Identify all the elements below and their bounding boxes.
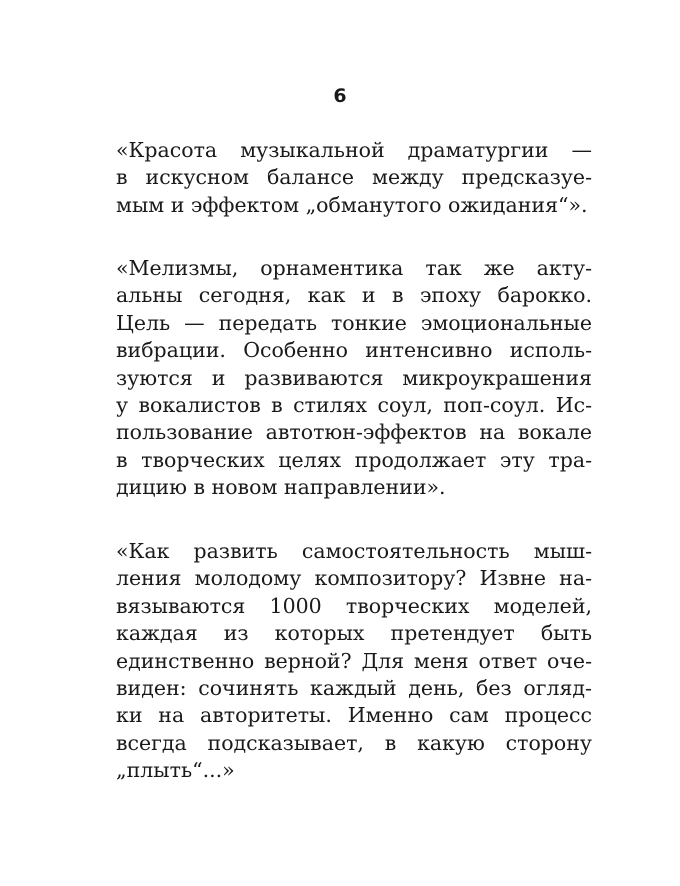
text-line: в искусном балансе между предсказуе- bbox=[116, 165, 592, 190]
text-line: виден: сочинять каждый день, без огляд- bbox=[116, 676, 592, 701]
text-line: всегда подсказывает, в какую сторону bbox=[116, 730, 592, 755]
text-line: вязываются 1000 творческих моделей, bbox=[116, 593, 592, 618]
text-line: зуются и развиваются микроукрашения bbox=[116, 365, 592, 390]
text-line: ки на авторитеты. Именно сам процесс bbox=[116, 703, 592, 728]
text-line: вибрации. Особенно интенсивно исполь- bbox=[116, 338, 592, 363]
text-line: Цель — передать тонкие эмоциональные bbox=[116, 310, 592, 335]
quote-paragraph bbox=[116, 538, 592, 785]
text-line: «Мелизмы, орнаментика так же акту- bbox=[116, 256, 592, 280]
text-line: «Как развить самостоятельность мыш- bbox=[116, 539, 592, 563]
quote-paragraph bbox=[116, 137, 592, 219]
text-line: каждая из которых претендует быть bbox=[116, 621, 592, 646]
text-line: альны сегодня, как и в эпоху барокко. bbox=[116, 283, 592, 308]
quote-paragraph bbox=[116, 255, 592, 502]
text-line: дицию в новом направлении». bbox=[116, 475, 446, 500]
text-line: ления молодому композитору? Извне на- bbox=[116, 566, 592, 591]
page-number: 6 bbox=[333, 85, 347, 107]
text-line: пользование автотюн-эффектов на вокале bbox=[116, 420, 592, 445]
text-line: в творческих целях продолжает эту тра- bbox=[116, 447, 592, 472]
text-line: мым и эффектом „обманутого ожидания“». bbox=[116, 192, 588, 217]
text-line: „плыть“...» bbox=[116, 758, 235, 783]
text-line: «Красота музыкальной драматургии — bbox=[116, 138, 592, 162]
text-line: единственно верной? Для меня ответ оче- bbox=[116, 648, 592, 673]
text-line: у вокалистов в стилях соул, поп-соул. Ис- bbox=[116, 393, 592, 418]
